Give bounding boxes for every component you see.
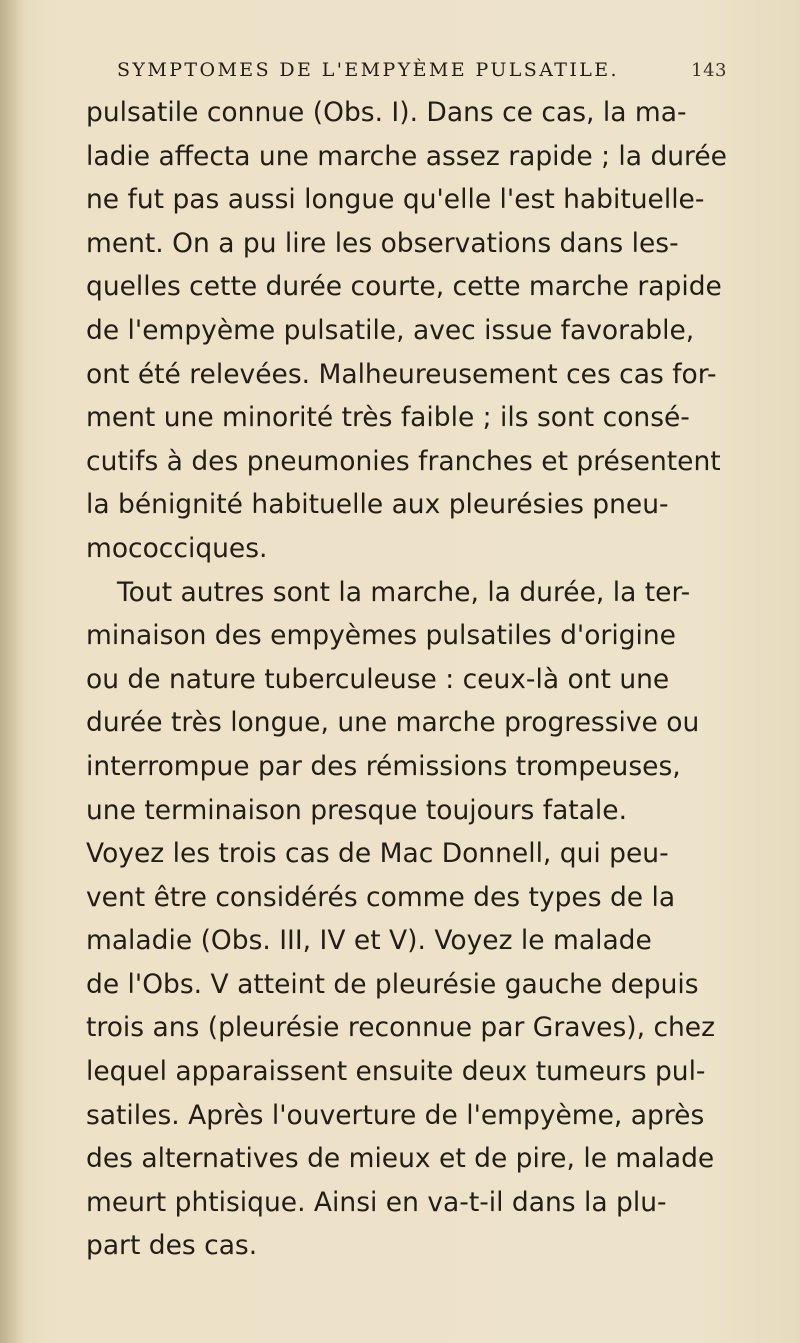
running-title: SYMPTOMES DE L'EMPYÈME PULSATILE. (117, 59, 619, 81)
text-line: part des cas. (86, 1230, 258, 1262)
text-line: ont été relevées. Malheureusement ces cas for- (86, 358, 717, 390)
text-line: mococciques. (86, 532, 268, 564)
text-line: interrompue par des rémissions trompeuses, (86, 750, 681, 782)
text-line: ladie affecta une marche assez rapide ; la durée (86, 140, 727, 172)
text-line: durée très longue, une marche progressive ou (86, 707, 700, 739)
text-line: maladie (Obs. III, IV et V). Voyez le malade (86, 925, 652, 957)
gutter-shadow (0, 0, 24, 1343)
text-line: cutifs à des pneumonies franches et présentent (86, 445, 721, 477)
text-line: lequel apparaissent ensuite deux tumeurs pul- (86, 1056, 706, 1088)
body-text (86, 91, 746, 1268)
text-line: quelles cette durée courte, cette marche rapide (86, 271, 722, 303)
running-head (117, 59, 727, 87)
text-line: de l'Obs. V atteint de pleurésie gauche depuis (86, 968, 699, 1000)
text-line: la bénignité habituelle aux pleurésies pneu- (86, 489, 669, 521)
text-line: meurt phtisique. Ainsi en va-t-il dans la plu- (86, 1186, 667, 1218)
text-line: ou de nature tuberculeuse : ceux-là ont une (86, 663, 670, 695)
text-line: pulsatile connue (Obs. I). Dans ce cas, la ma- (86, 97, 687, 128)
paragraph-start-line: Tout autres sont la marche, la durée, la ter- (117, 576, 691, 608)
text-line: des alternatives de mieux et de pire, le malade (86, 1143, 715, 1175)
text-line: trois ans (pleurésie reconnue par Graves), chez (86, 1012, 716, 1044)
text-line: Voyez les trois cas de Mac Donnell, qui peu- (86, 838, 669, 870)
text-line: ne fut pas aussi longue qu'elle l'est habituelle- (86, 184, 705, 216)
text-line: ment une minorité très faible ; ils sont consé- (86, 402, 690, 434)
text-line: minaison des empyèmes pulsatiles d'origine (86, 620, 676, 652)
page-number: 143 (691, 60, 727, 81)
text-line: une terminaison presque toujours fatale. (86, 794, 628, 826)
text-line: vent être considérés comme des types de la (86, 881, 676, 913)
text-line: de l'empyème pulsatile, avec issue favorable, (86, 314, 695, 346)
text-line: ment. On a pu lire les observations dans les- (86, 227, 679, 259)
text-line: satiles. Après l'ouverture de l'empyème, après (86, 1099, 705, 1131)
